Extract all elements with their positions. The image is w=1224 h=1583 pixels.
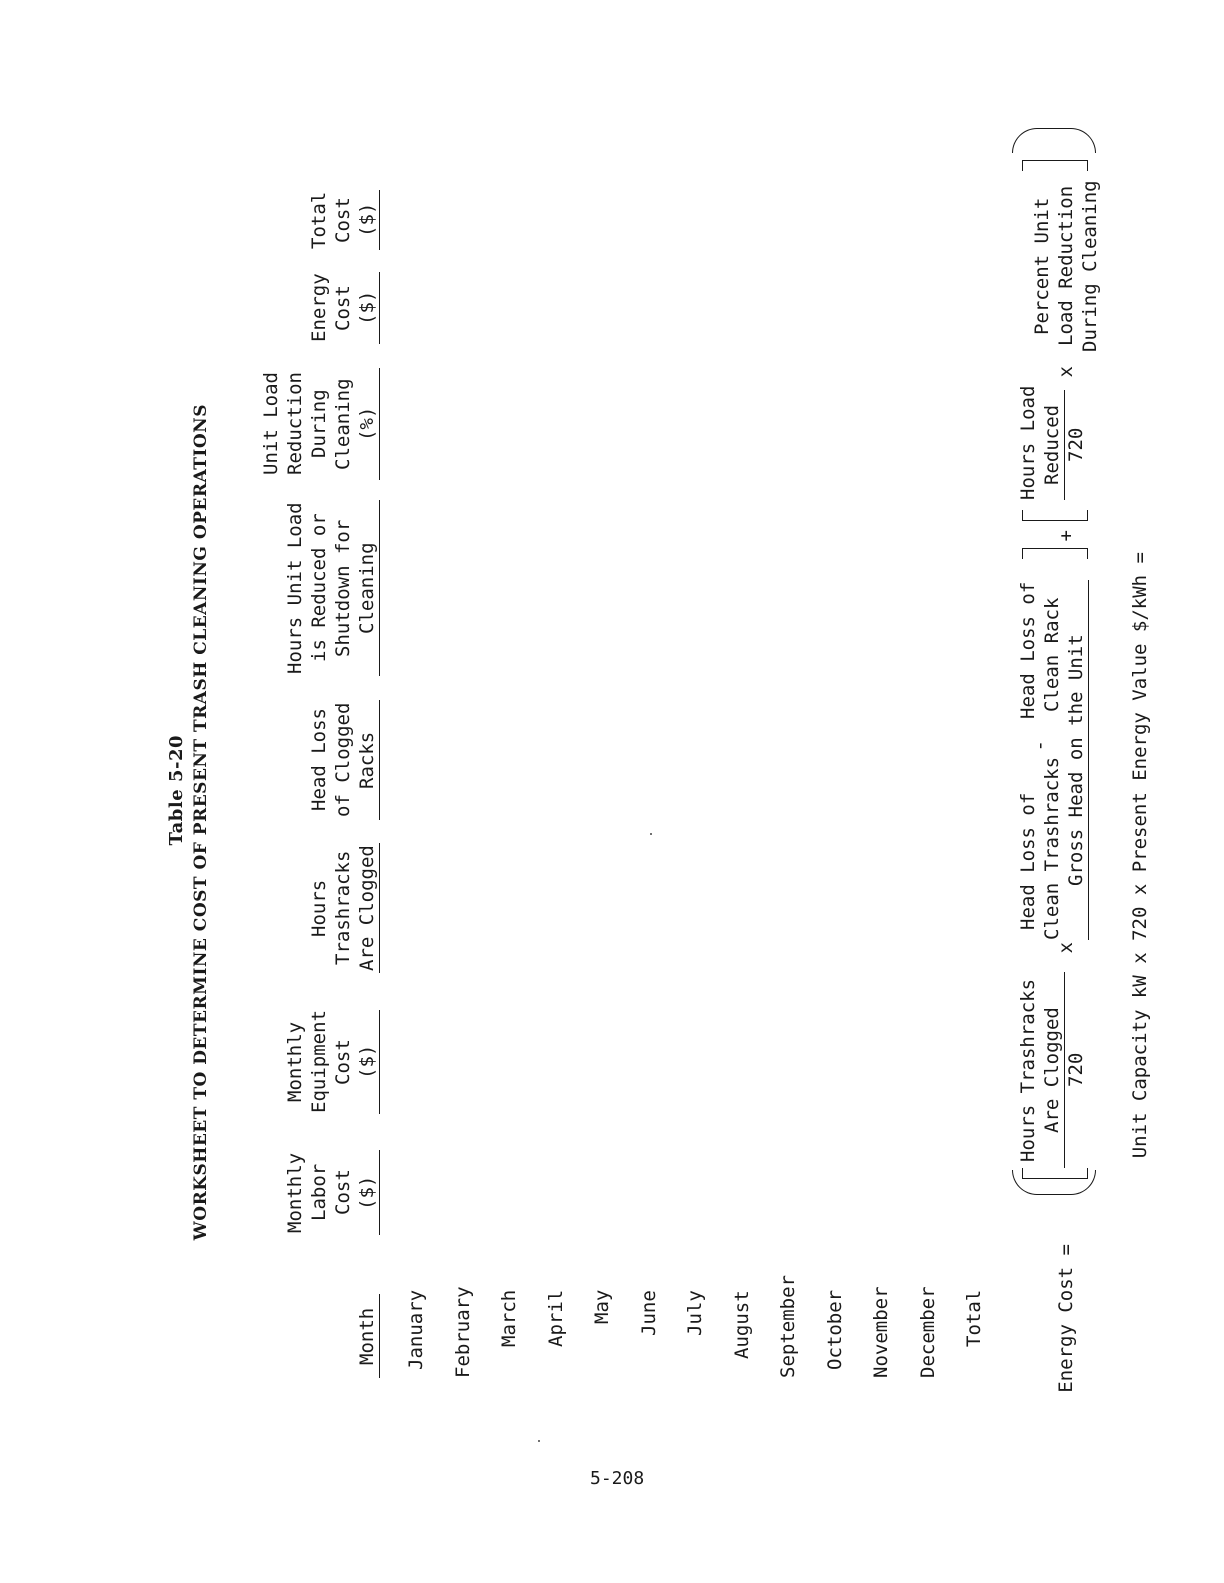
col-equip-l2: Cost [332, 1039, 354, 1085]
term2-bracket-top [1022, 548, 1088, 559]
minus: - [1029, 740, 1051, 752]
term1-line2: 720 [1065, 1052, 1087, 1088]
col-loadred-l1: Reduction [284, 372, 306, 476]
term3-line1: Reduced [1040, 390, 1065, 500]
term3-line2: 720 [1065, 427, 1087, 463]
col-hours-l1: Trashracks [332, 850, 354, 966]
term4-line2: During Cleaning [1079, 180, 1101, 352]
col-loadred-l4: (%) [355, 368, 380, 480]
month-row-label: April [544, 1290, 567, 1348]
col-loadred-l2: During [308, 389, 330, 459]
term1-bracket-bottom [1022, 1168, 1088, 1179]
term3-line0: Hours Load [1017, 385, 1039, 500]
col-loadred-l0: Unit Load [260, 372, 282, 476]
col-hoursred-l0: Hours Unit Load [284, 502, 306, 674]
term4-line1: Load Reduction [1055, 185, 1077, 347]
col-hours-l0: Hours [308, 879, 330, 937]
col-equip-l0: Monthly [284, 1021, 306, 1103]
term2-bottom: Gross Head on the Unit [1064, 580, 1089, 940]
col-equip-l1: Equipment [308, 1010, 330, 1114]
month-row-label: September [777, 1275, 799, 1378]
table-subtitle-v: WORKSHEET TO DETERMINE COST OF PRESENT TRASH CLEANING OPERATIONS [191, 404, 211, 1241]
col-labor-l0: Monthly [284, 1152, 306, 1233]
month-row-label: Total [963, 1290, 985, 1348]
col-total-l1: Cost [332, 197, 354, 243]
term4-bracket-top [1022, 160, 1088, 171]
formula-label: Energy Cost = [1055, 1244, 1077, 1393]
term1-line1: Are Clogged [1040, 972, 1065, 1168]
table-title-v: Table 5-20 [166, 735, 187, 846]
formula-line2: Unit Capacity kW x 720 x Present Energy Value $/kWh = [1129, 552, 1151, 1159]
month-row-label: January [405, 1290, 427, 1371]
col-energy-l2: ($) [355, 272, 380, 344]
col-headloss-l2: Racks [355, 700, 380, 820]
month-row-label: November [870, 1286, 892, 1378]
col-labor-l2: Cost [332, 1169, 354, 1216]
page-number: 5-208 [590, 1468, 645, 1489]
col-labor-l3: ($) [355, 1150, 380, 1235]
col-total-l2: ($) [355, 190, 380, 250]
scan-speck [650, 833, 652, 835]
col-energy-l1: Cost [332, 285, 354, 331]
month-row-label: July [684, 1290, 706, 1336]
term2-top-right2: Clean Rack [1041, 597, 1063, 713]
col-headloss-l0: Head Loss [308, 708, 330, 812]
col-loadred-l3: Cleaning [332, 378, 354, 470]
outer-brace-top [1012, 128, 1096, 153]
month-row-label: June [637, 1290, 660, 1336]
col-month-header: Month [355, 1294, 380, 1378]
col-equip-l3: ($) [355, 1010, 380, 1114]
month-row-label: August [730, 1290, 753, 1359]
month-row-label: February [451, 1286, 474, 1378]
term2-top-left: Head Loss of [1017, 792, 1039, 930]
month-row-label: October [823, 1290, 846, 1371]
month-row-label: December [916, 1286, 939, 1378]
col-hoursred-l2: Shutdown for [332, 519, 354, 657]
month-row-label: May [591, 1290, 613, 1325]
term2-top-left2: Clean Trashracks [1041, 756, 1063, 940]
col-labor-l1: Labor [308, 1163, 330, 1222]
term3-bracket-bottom [1022, 510, 1088, 521]
term2-top-right: Head Loss of [1017, 581, 1039, 719]
scan-speck [538, 1440, 540, 1442]
col-hoursred-l3: Cleaning [355, 500, 380, 676]
times2: x [1055, 366, 1077, 378]
col-energy-l0: Energy [308, 273, 330, 343]
times1: x [1055, 942, 1077, 954]
col-total-l0: Total [308, 191, 330, 249]
col-headloss-l1: of Clogged [332, 702, 354, 818]
term4-line0: Percent Unit [1031, 197, 1053, 335]
plus: + [1055, 530, 1077, 542]
month-row-label: March [498, 1290, 520, 1348]
term1-line0: Hours Trashracks [1017, 978, 1039, 1162]
col-hours-l2: Are Clogged [355, 843, 380, 973]
col-hoursred-l1: is Reduced or [308, 513, 330, 663]
